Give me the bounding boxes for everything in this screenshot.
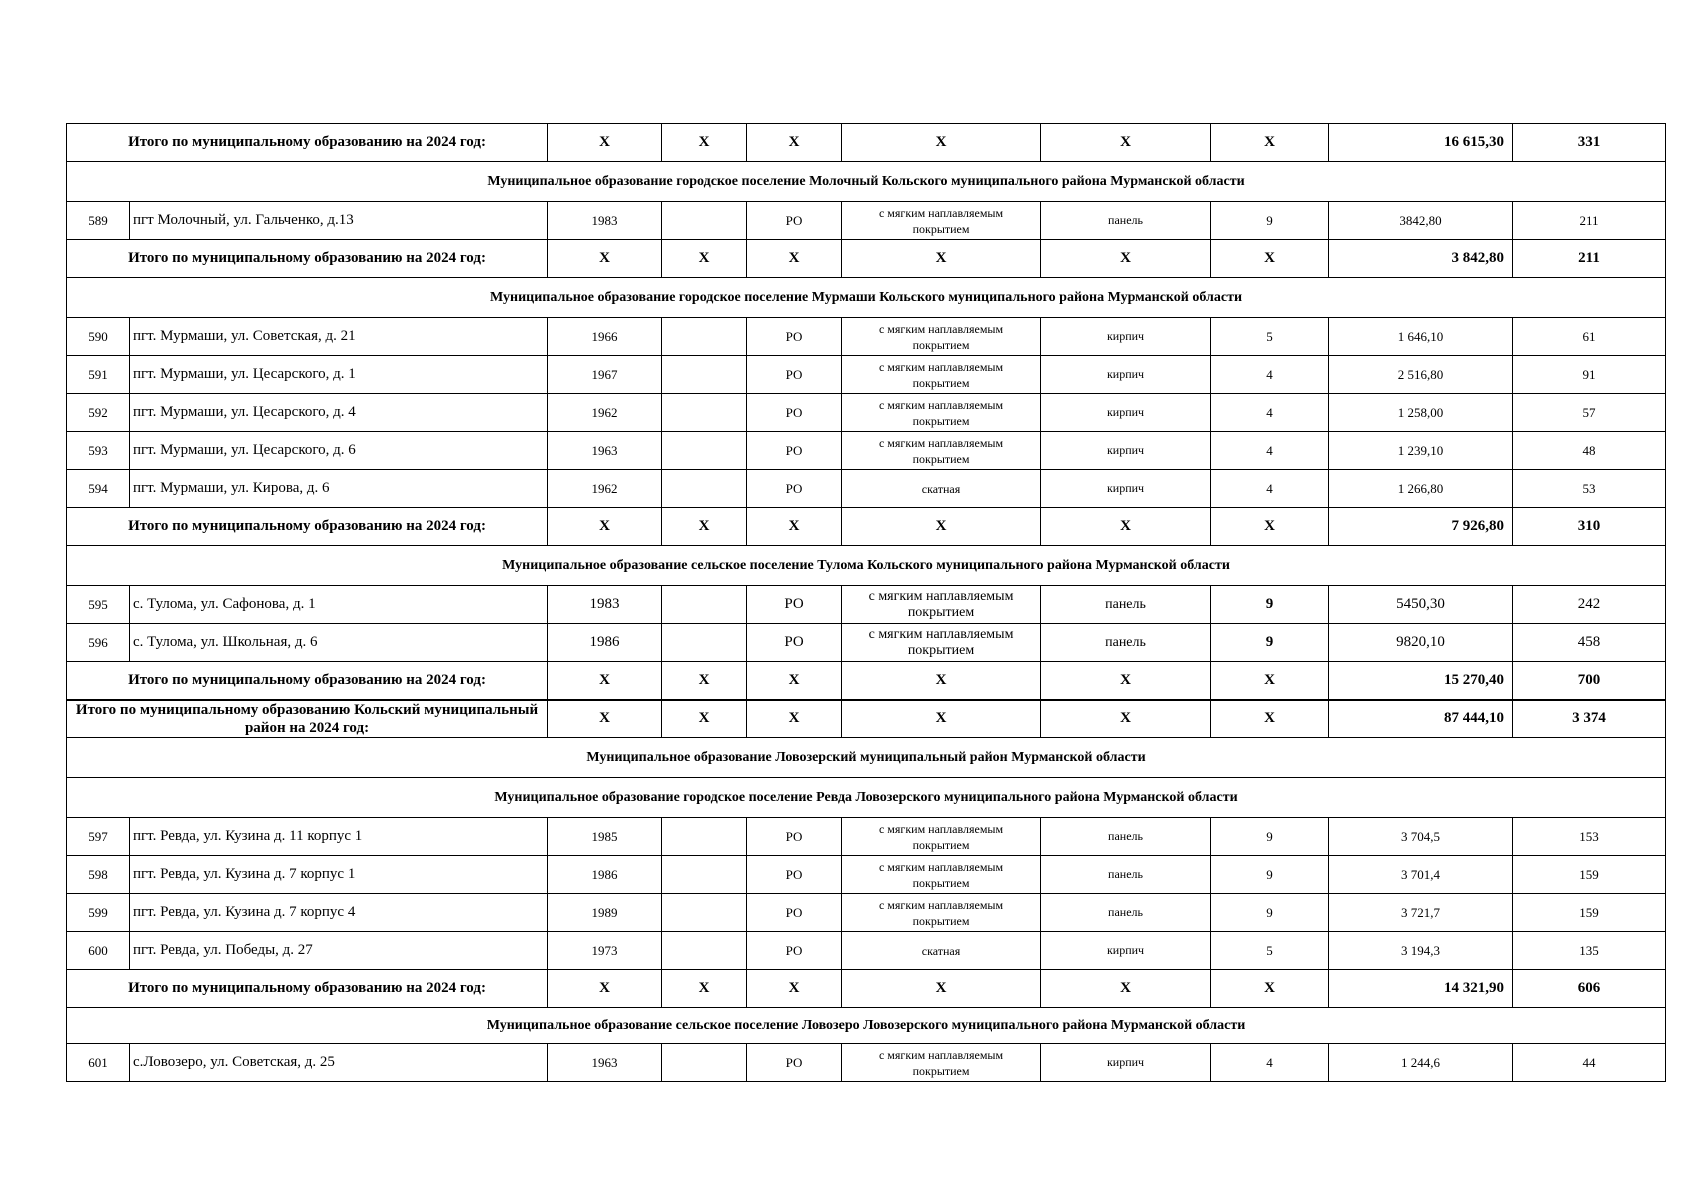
- table-row: [67, 586, 1666, 624]
- x-mark: X: [1041, 240, 1211, 278]
- row-material: кирпич: [1041, 318, 1211, 356]
- row-operation: РО: [747, 318, 842, 356]
- row-floors: 9: [1211, 894, 1329, 932]
- row-operation: РО: [747, 470, 842, 508]
- row-address: пгт. Мурмаши, ул. Кирова, д. 6: [130, 470, 548, 508]
- section-header: [67, 1008, 1666, 1044]
- total-area: 7 926,80: [1329, 508, 1513, 546]
- total-count: 211: [1513, 240, 1666, 278]
- grand-total-area: 87 444,10: [1329, 700, 1513, 738]
- total-area: 14 321,90: [1329, 970, 1513, 1008]
- table-row: [67, 856, 1666, 894]
- row-address: пгт. Мурмаши, ул. Советская, д. 21: [130, 318, 548, 356]
- row-empty: [662, 318, 747, 356]
- table-row: [67, 894, 1666, 932]
- row-residents: 211: [1513, 202, 1666, 240]
- table-row: [67, 470, 1666, 508]
- row-operation: РО: [747, 932, 842, 970]
- row-material: панель: [1041, 586, 1211, 624]
- row-year: 1967: [548, 356, 662, 394]
- row-address: с. Тулома, ул. Сафонова, д. 1: [130, 586, 548, 624]
- total-row: [67, 662, 1666, 700]
- row-area: 1 266,80: [1329, 470, 1513, 508]
- section-header: [67, 546, 1666, 586]
- x-mark: X: [1041, 700, 1211, 738]
- total-label: Итого по муниципальному образованию на 2024 год:: [67, 970, 548, 1008]
- row-operation: РО: [747, 894, 842, 932]
- section-title: Муниципальное образование Ловозерский муниципальный район Мурманской области: [67, 738, 1666, 778]
- total-area: 3 842,80: [1329, 240, 1513, 278]
- row-floors: 4: [1211, 432, 1329, 470]
- x-mark: X: [1211, 508, 1329, 546]
- x-mark: X: [662, 240, 747, 278]
- row-residents: 159: [1513, 894, 1666, 932]
- x-mark: X: [662, 662, 747, 700]
- row-year: 1966: [548, 318, 662, 356]
- row-empty: [662, 624, 747, 662]
- row-year: 1962: [548, 394, 662, 432]
- row-area: 3 721,7: [1329, 894, 1513, 932]
- x-mark: X: [842, 124, 1041, 162]
- row-roof: с мягким наплавляемым покрытием: [842, 356, 1041, 394]
- x-mark: X: [548, 240, 662, 278]
- row-empty: [662, 856, 747, 894]
- row-residents: 53: [1513, 470, 1666, 508]
- total-area: 16 615,30: [1329, 124, 1513, 162]
- row-area: 5450,30: [1329, 586, 1513, 624]
- row-address: с. Тулома, ул. Школьная, д. 6: [130, 624, 548, 662]
- row-empty: [662, 470, 747, 508]
- x-mark: X: [842, 970, 1041, 1008]
- grand-total-count: 3 374: [1513, 700, 1666, 738]
- row-material: кирпич: [1041, 356, 1211, 394]
- x-mark: X: [842, 662, 1041, 700]
- row-operation: РО: [747, 856, 842, 894]
- row-area: 1 244,6: [1329, 1044, 1513, 1082]
- x-mark: X: [842, 700, 1041, 738]
- x-mark: X: [1041, 508, 1211, 546]
- row-number: 589: [67, 202, 130, 240]
- section-header: [67, 278, 1666, 318]
- row-floors: 5: [1211, 318, 1329, 356]
- x-mark: X: [548, 124, 662, 162]
- row-material: кирпич: [1041, 470, 1211, 508]
- row-year: 1986: [548, 856, 662, 894]
- row-material: панель: [1041, 818, 1211, 856]
- row-roof: с мягким наплавляемым покрытием: [842, 818, 1041, 856]
- row-address: пгт. Ревда, ул. Кузина д. 11 корпус 1: [130, 818, 548, 856]
- row-residents: 61: [1513, 318, 1666, 356]
- row-area: 1 646,10: [1329, 318, 1513, 356]
- x-mark: X: [1041, 970, 1211, 1008]
- row-roof: с мягким наплавляемым покрытием: [842, 318, 1041, 356]
- x-mark: X: [747, 124, 842, 162]
- row-number: 596: [67, 624, 130, 662]
- total-label: Итого по муниципальному образованию на 2024 год:: [67, 662, 548, 700]
- x-mark: X: [842, 240, 1041, 278]
- total-label: Итого по муниципальному образованию на 2024 год:: [67, 124, 548, 162]
- row-floors: 5: [1211, 932, 1329, 970]
- total-row: [67, 970, 1666, 1008]
- row-address: пгт. Мурмаши, ул. Цесарского, д. 1: [130, 356, 548, 394]
- row-roof: с мягким наплавляемым покрытием: [842, 624, 1041, 662]
- row-material: кирпич: [1041, 1044, 1211, 1082]
- total-count: 606: [1513, 970, 1666, 1008]
- row-material: панель: [1041, 624, 1211, 662]
- row-year: 1983: [548, 202, 662, 240]
- row-residents: 44: [1513, 1044, 1666, 1082]
- row-empty: [662, 202, 747, 240]
- row-year: 1983: [548, 586, 662, 624]
- row-operation: РО: [747, 432, 842, 470]
- x-mark: X: [548, 700, 662, 738]
- x-mark: X: [747, 662, 842, 700]
- x-mark: X: [1211, 970, 1329, 1008]
- row-roof: с мягким наплавляемым покрытием: [842, 856, 1041, 894]
- row-operation: РО: [747, 586, 842, 624]
- table-row: [67, 394, 1666, 432]
- row-area: 2 516,80: [1329, 356, 1513, 394]
- row-residents: 57: [1513, 394, 1666, 432]
- x-mark: X: [548, 662, 662, 700]
- row-floors: 4: [1211, 394, 1329, 432]
- row-floors: 9: [1211, 856, 1329, 894]
- row-year: 1986: [548, 624, 662, 662]
- section-title: Муниципальное образование городское поселение Молочный Кольского муниципального района Мурманской области: [67, 162, 1666, 202]
- table-row: [67, 318, 1666, 356]
- row-material: панель: [1041, 894, 1211, 932]
- row-number: 594: [67, 470, 130, 508]
- row-year: 1973: [548, 932, 662, 970]
- row-floors: 4: [1211, 470, 1329, 508]
- row-number: 599: [67, 894, 130, 932]
- row-operation: РО: [747, 202, 842, 240]
- row-area: 3 704,5: [1329, 818, 1513, 856]
- row-material: кирпич: [1041, 432, 1211, 470]
- row-year: 1989: [548, 894, 662, 932]
- row-empty: [662, 894, 747, 932]
- x-mark: X: [747, 700, 842, 738]
- table-row: [67, 818, 1666, 856]
- row-area: 9820,10: [1329, 624, 1513, 662]
- x-mark: X: [1211, 700, 1329, 738]
- total-area: 15 270,40: [1329, 662, 1513, 700]
- section-header: [67, 778, 1666, 818]
- row-year: 1963: [548, 1044, 662, 1082]
- row-address: пгт. Ревда, ул. Кузина д. 7 корпус 4: [130, 894, 548, 932]
- row-roof: с мягким наплавляемым покрытием: [842, 1044, 1041, 1082]
- row-roof: скатная: [842, 470, 1041, 508]
- row-roof: с мягким наплавляемым покрытием: [842, 586, 1041, 624]
- row-number: 591: [67, 356, 130, 394]
- row-empty: [662, 394, 747, 432]
- row-address: пгт. Мурмаши, ул. Цесарского, д. 6: [130, 432, 548, 470]
- row-area: 3842,80: [1329, 202, 1513, 240]
- row-operation: РО: [747, 394, 842, 432]
- x-mark: X: [662, 700, 747, 738]
- section-header: [67, 162, 1666, 202]
- total-count: 310: [1513, 508, 1666, 546]
- row-residents: 135: [1513, 932, 1666, 970]
- row-number: 592: [67, 394, 130, 432]
- row-residents: 48: [1513, 432, 1666, 470]
- row-year: 1985: [548, 818, 662, 856]
- row-number: 601: [67, 1044, 130, 1082]
- row-empty: [662, 586, 747, 624]
- total-row: [67, 508, 1666, 546]
- row-address: пгт. Ревда, ул. Кузина д. 7 корпус 1: [130, 856, 548, 894]
- row-residents: 153: [1513, 818, 1666, 856]
- row-roof: скатная: [842, 932, 1041, 970]
- row-residents: 159: [1513, 856, 1666, 894]
- row-material: кирпич: [1041, 394, 1211, 432]
- row-area: 3 701,4: [1329, 856, 1513, 894]
- table-row: [67, 1044, 1666, 1082]
- row-empty: [662, 932, 747, 970]
- section-title: Муниципальное образование городское поселение Ревда Ловозерского муниципального района Мурманской области: [67, 778, 1666, 818]
- row-residents: 458: [1513, 624, 1666, 662]
- row-address: пгт Молочный, ул. Гальченко, д.13: [130, 202, 548, 240]
- housing-register-table: [66, 123, 1666, 1082]
- row-empty: [662, 818, 747, 856]
- row-floors: 9: [1211, 624, 1329, 662]
- row-empty: [662, 1044, 747, 1082]
- row-floors: 4: [1211, 1044, 1329, 1082]
- row-empty: [662, 432, 747, 470]
- x-mark: X: [1211, 124, 1329, 162]
- row-address: пгт. Мурмаши, ул. Цесарского, д. 4: [130, 394, 548, 432]
- x-mark: X: [548, 508, 662, 546]
- row-floors: 9: [1211, 818, 1329, 856]
- row-number: 595: [67, 586, 130, 624]
- table-row: [67, 202, 1666, 240]
- row-empty: [662, 356, 747, 394]
- table-row: [67, 624, 1666, 662]
- table-row: [67, 432, 1666, 470]
- row-operation: РО: [747, 1044, 842, 1082]
- total-row: [67, 124, 1666, 162]
- section-title: Муниципальное образование сельское поселение Ловозеро Ловозерского муниципального района Мурманской области: [67, 1008, 1666, 1044]
- row-number: 597: [67, 818, 130, 856]
- total-row: [67, 240, 1666, 278]
- x-mark: X: [548, 970, 662, 1008]
- row-floors: 9: [1211, 586, 1329, 624]
- x-mark: X: [662, 970, 747, 1008]
- row-roof: с мягким наплавляемым покрытием: [842, 894, 1041, 932]
- row-operation: РО: [747, 624, 842, 662]
- x-mark: X: [747, 970, 842, 1008]
- table-row: [67, 356, 1666, 394]
- x-mark: X: [1041, 662, 1211, 700]
- total-label: Итого по муниципальному образованию на 2024 год:: [67, 508, 548, 546]
- row-operation: РО: [747, 818, 842, 856]
- row-year: 1963: [548, 432, 662, 470]
- row-number: 598: [67, 856, 130, 894]
- row-number: 590: [67, 318, 130, 356]
- section-title: Муниципальное образование сельское поселение Тулома Кольского муниципального района Мурманской области: [67, 546, 1666, 586]
- row-area: 1 258,00: [1329, 394, 1513, 432]
- section-title: Муниципальное образование городское поселение Мурмаши Кольского муниципального района Мурманской области: [67, 278, 1666, 318]
- total-count: 700: [1513, 662, 1666, 700]
- x-mark: X: [842, 508, 1041, 546]
- row-year: 1962: [548, 470, 662, 508]
- table-row: [67, 932, 1666, 970]
- row-address: пгт. Ревда, ул. Победы, д. 27: [130, 932, 548, 970]
- x-mark: X: [747, 508, 842, 546]
- x-mark: X: [1211, 240, 1329, 278]
- grand-total-row: [67, 700, 1666, 738]
- row-material: панель: [1041, 202, 1211, 240]
- row-material: панель: [1041, 856, 1211, 894]
- row-roof: с мягким наплавляемым покрытием: [842, 394, 1041, 432]
- row-number: 593: [67, 432, 130, 470]
- row-floors: 9: [1211, 202, 1329, 240]
- row-floors: 4: [1211, 356, 1329, 394]
- total-count: 331: [1513, 124, 1666, 162]
- x-mark: X: [1211, 662, 1329, 700]
- row-area: 3 194,3: [1329, 932, 1513, 970]
- x-mark: X: [747, 240, 842, 278]
- row-number: 600: [67, 932, 130, 970]
- row-residents: 91: [1513, 356, 1666, 394]
- row-area: 1 239,10: [1329, 432, 1513, 470]
- total-label: Итого по муниципальному образованию на 2024 год:: [67, 240, 548, 278]
- row-material: кирпич: [1041, 932, 1211, 970]
- section-header: [67, 738, 1666, 778]
- x-mark: X: [662, 508, 747, 546]
- row-residents: 242: [1513, 586, 1666, 624]
- x-mark: X: [662, 124, 747, 162]
- row-roof: с мягким наплавляемым покрытием: [842, 432, 1041, 470]
- row-operation: РО: [747, 356, 842, 394]
- grand-total-label: Итого по муниципальному образованию Кольский муниципальный район на 2024 год:: [67, 700, 548, 738]
- row-address: с.Ловозеро, ул. Советская, д. 25: [130, 1044, 548, 1082]
- row-roof: с мягким наплавляемым покрытием: [842, 202, 1041, 240]
- x-mark: X: [1041, 124, 1211, 162]
